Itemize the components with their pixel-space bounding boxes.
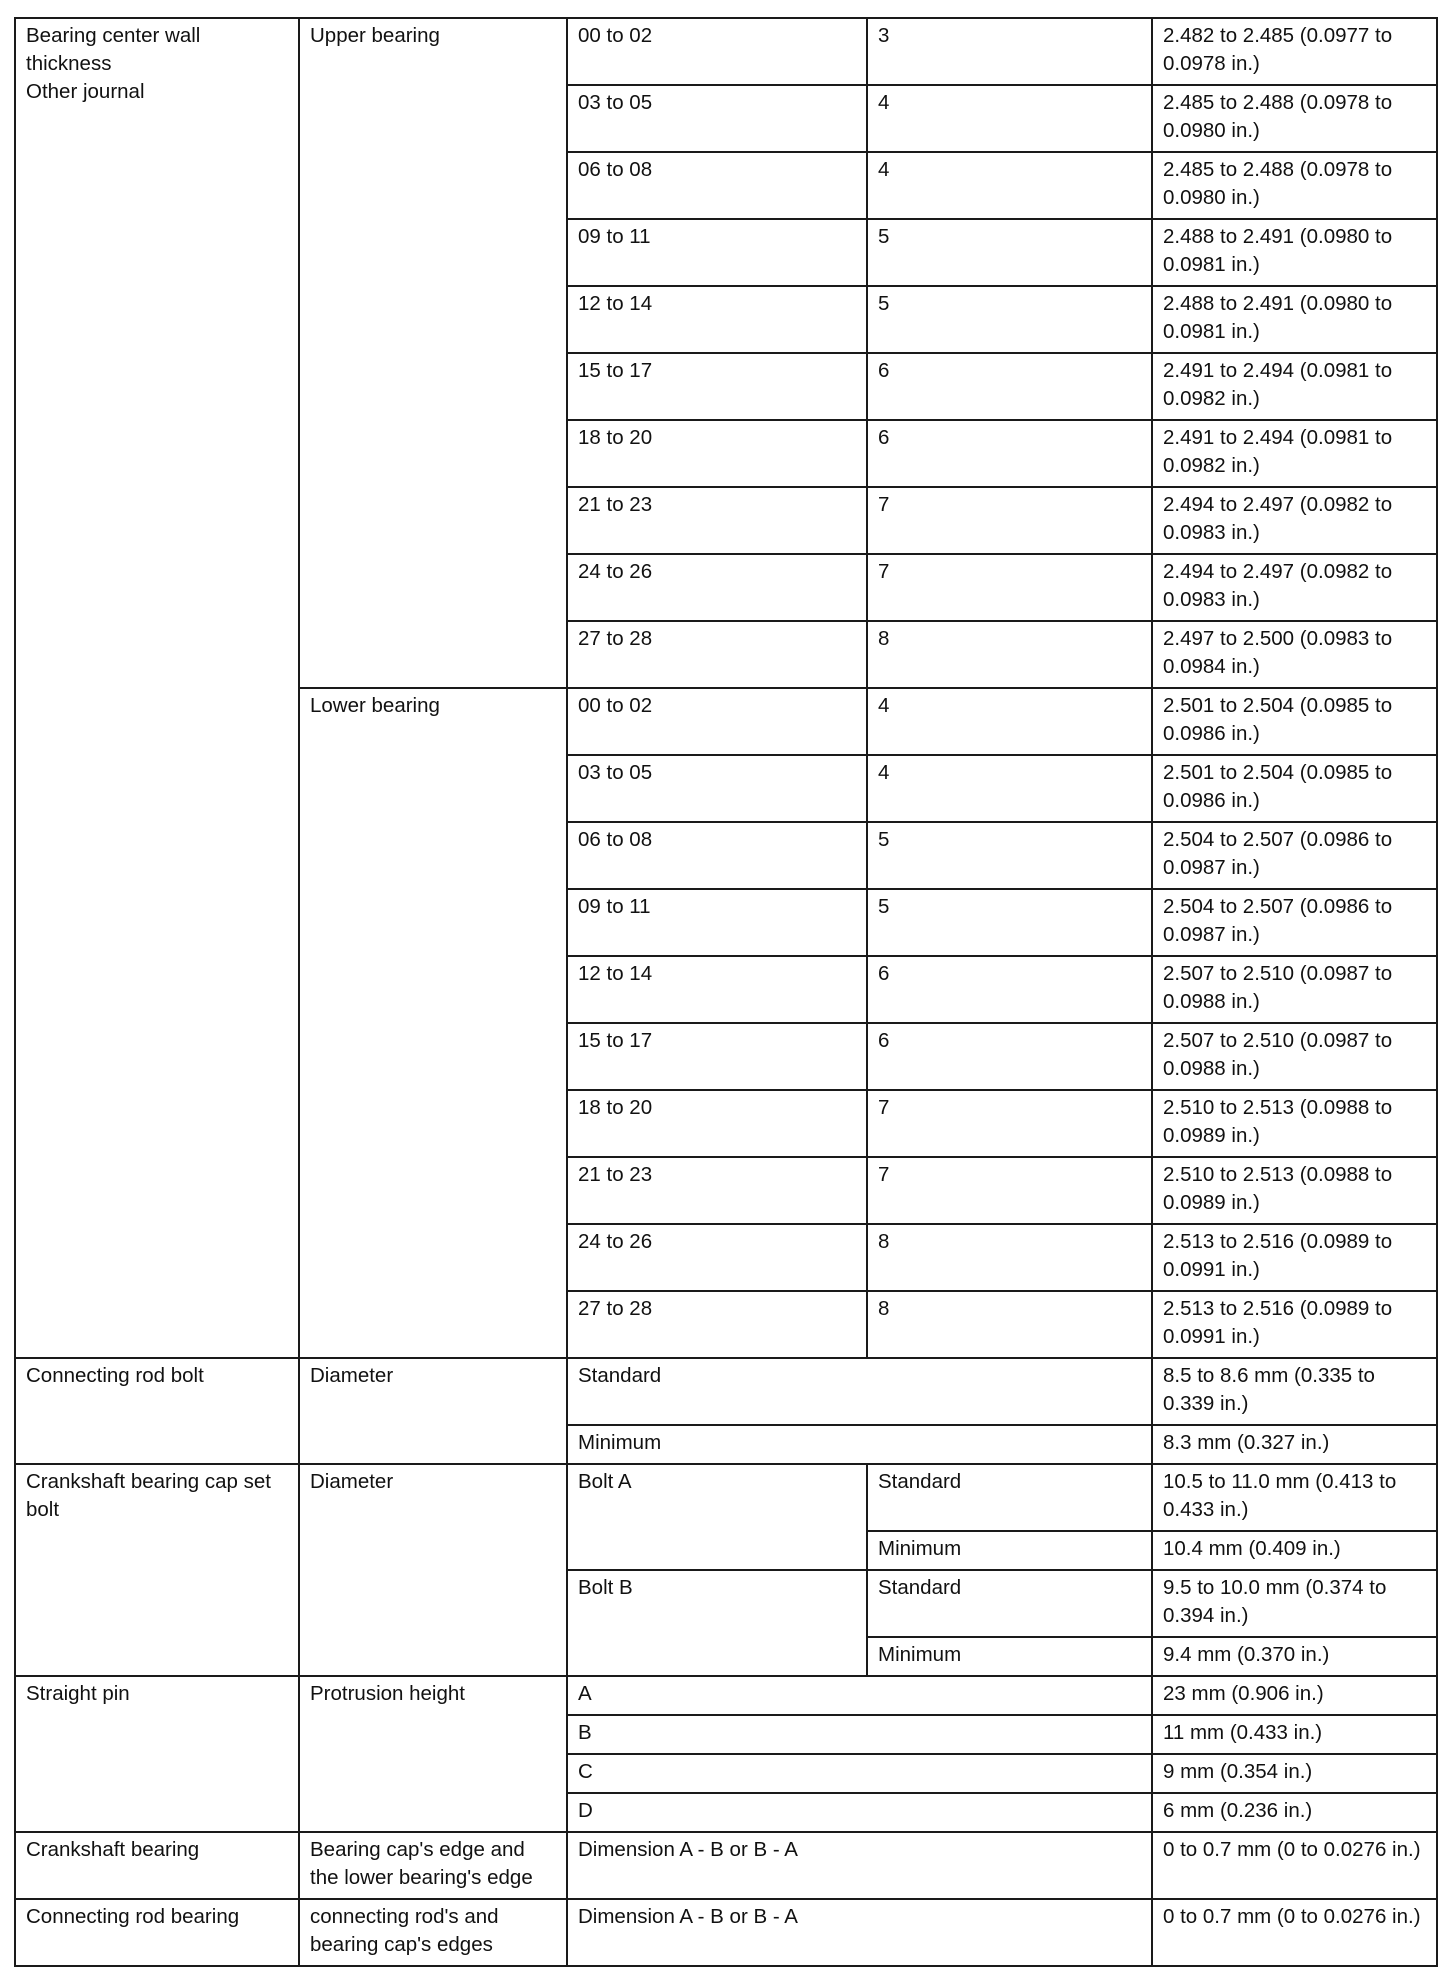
bolt-b-minimum-value: 9.4 mm (0.370 in.): [1152, 1637, 1437, 1676]
item-crankshaft-bearing: Crankshaft bearing: [15, 1832, 299, 1899]
thickness-value: 2.507 to 2.510 (0.0987 to 0.0988 in.): [1152, 956, 1437, 1023]
journal-range: 24 to 26: [567, 1224, 867, 1291]
bearing-grade: 5: [867, 822, 1152, 889]
crank-bearing-dimension: Dimension A - B or B - A: [567, 1832, 1152, 1899]
journal-range: 06 to 08: [567, 822, 867, 889]
journal-range: 00 to 02: [567, 18, 867, 85]
bearing-grade: 7: [867, 1157, 1152, 1224]
thickness-value: 2.491 to 2.494 (0.0981 to 0.0982 in.): [1152, 420, 1437, 487]
crank-bearing-value: 0 to 0.7 mm (0 to 0.0276 in.): [1152, 1832, 1437, 1899]
bearing-grade: 8: [867, 1224, 1152, 1291]
thickness-value: 2.510 to 2.513 (0.0988 to 0.0989 in.): [1152, 1157, 1437, 1224]
bearing-grade: 4: [867, 152, 1152, 219]
thickness-value: 2.497 to 2.500 (0.0983 to 0.0984 in.): [1152, 621, 1437, 688]
bearing-grade: 7: [867, 554, 1152, 621]
rod-bearing-param: connecting rod's and bearing cap's edges: [299, 1899, 567, 1966]
journal-range: 21 to 23: [567, 487, 867, 554]
journal-range: 18 to 20: [567, 1090, 867, 1157]
thickness-value: 2.485 to 2.488 (0.0978 to 0.0980 in.): [1152, 85, 1437, 152]
bolt-a-minimum-value: 10.4 mm (0.409 in.): [1152, 1531, 1437, 1570]
rod-bearing-value: 0 to 0.7 mm (0 to 0.0276 in.): [1152, 1899, 1437, 1966]
thickness-value: 2.488 to 2.491 (0.0980 to 0.0981 in.): [1152, 219, 1437, 286]
rod-bolt-standard-value: 8.5 to 8.6 mm (0.335 to 0.339 in.): [1152, 1358, 1437, 1425]
bearing-grade: 6: [867, 1023, 1152, 1090]
journal-range: 09 to 11: [567, 219, 867, 286]
pin-height-value: 9 mm (0.354 in.): [1152, 1754, 1437, 1793]
thickness-value: 2.510 to 2.513 (0.0988 to 0.0989 in.): [1152, 1090, 1437, 1157]
thickness-value: 2.504 to 2.507 (0.0986 to 0.0987 in.): [1152, 889, 1437, 956]
cap-bolt-param: Diameter: [299, 1464, 567, 1676]
thickness-value: 2.488 to 2.491 (0.0980 to 0.0981 in.): [1152, 286, 1437, 353]
rod-bolt-minimum-label: Minimum: [567, 1425, 1152, 1464]
bearing-grade: 7: [867, 1090, 1152, 1157]
thickness-value: 2.507 to 2.510 (0.0987 to 0.0988 in.): [1152, 1023, 1437, 1090]
item-cap-set-bolt: Crankshaft bearing cap set bolt: [15, 1464, 299, 1676]
pin-name: B: [567, 1715, 1152, 1754]
journal-range: 12 to 14: [567, 286, 867, 353]
pin-height-value: 11 mm (0.433 in.): [1152, 1715, 1437, 1754]
table-row: [15, 1464, 1437, 1531]
thickness-value: 2.494 to 2.497 (0.0982 to 0.0983 in.): [1152, 487, 1437, 554]
journal-range: 15 to 17: [567, 1023, 867, 1090]
thickness-value: 2.491 to 2.494 (0.0981 to 0.0982 in.): [1152, 353, 1437, 420]
table-row: [15, 18, 1437, 85]
rod-bearing-dimension: Dimension A - B or B - A: [567, 1899, 1152, 1966]
bolt-b-standard-value: 9.5 to 10.0 mm (0.374 to 0.394 in.): [1152, 1570, 1437, 1637]
pin-height-value: 6 mm (0.236 in.): [1152, 1793, 1437, 1832]
thickness-value: 2.482 to 2.485 (0.0977 to 0.0978 in.): [1152, 18, 1437, 85]
bolt-b-standard-label: Standard: [867, 1570, 1152, 1637]
journal-range: 27 to 28: [567, 621, 867, 688]
thickness-value: 2.485 to 2.488 (0.0978 to 0.0980 in.): [1152, 152, 1437, 219]
bearing-grade: 6: [867, 956, 1152, 1023]
thickness-value: 2.501 to 2.504 (0.0985 to 0.0986 in.): [1152, 688, 1437, 755]
rod-bolt-minimum-value: 8.3 mm (0.327 in.): [1152, 1425, 1437, 1464]
journal-range: 06 to 08: [567, 152, 867, 219]
bolt-b-label: Bolt B: [567, 1570, 867, 1676]
bolt-a-standard-label: Standard: [867, 1464, 1152, 1531]
thickness-value: 2.504 to 2.507 (0.0986 to 0.0987 in.): [1152, 822, 1437, 889]
pin-name: A: [567, 1676, 1152, 1715]
journal-range: 12 to 14: [567, 956, 867, 1023]
thickness-value: 2.513 to 2.516 (0.0989 to 0.0991 in.): [1152, 1291, 1437, 1358]
rod-bolt-param: Diameter: [299, 1358, 567, 1464]
bearing-grade: 7: [867, 487, 1152, 554]
bearing-grade: 8: [867, 1291, 1152, 1358]
bearing-grade: 3: [867, 18, 1152, 85]
bearing-grade: 4: [867, 755, 1152, 822]
rod-bolt-standard-label: Standard: [567, 1358, 1152, 1425]
pin-name: C: [567, 1754, 1152, 1793]
bolt-b-minimum-label: Minimum: [867, 1637, 1152, 1676]
bearing-grade: 5: [867, 219, 1152, 286]
bearing-grade: 6: [867, 353, 1152, 420]
lower-bearing-label: Lower bearing: [299, 688, 567, 1358]
journal-range: 18 to 20: [567, 420, 867, 487]
journal-range: 24 to 26: [567, 554, 867, 621]
upper-bearing-label: Upper bearing: [299, 18, 567, 688]
table-row: [15, 1358, 1437, 1425]
bearing-grade: 4: [867, 85, 1152, 152]
journal-range: 00 to 02: [567, 688, 867, 755]
journal-range: 09 to 11: [567, 889, 867, 956]
journal-range: 21 to 23: [567, 1157, 867, 1224]
thickness-value: 2.494 to 2.497 (0.0982 to 0.0983 in.): [1152, 554, 1437, 621]
table-row: [15, 1676, 1437, 1715]
straight-pin-param: Protrusion height: [299, 1676, 567, 1832]
bearing-grade: 5: [867, 286, 1152, 353]
journal-range: 03 to 05: [567, 755, 867, 822]
bolt-a-standard-value: 10.5 to 11.0 mm (0.413 to 0.433 in.): [1152, 1464, 1437, 1531]
item-straight-pin: Straight pin: [15, 1676, 299, 1832]
crank-bearing-param: Bearing cap's edge and the lower bearing's edge: [299, 1832, 567, 1899]
pin-height-value: 23 mm (0.906 in.): [1152, 1676, 1437, 1715]
thickness-value: 2.501 to 2.504 (0.0985 to 0.0986 in.): [1152, 755, 1437, 822]
table-row: [15, 1899, 1437, 1966]
bearing-grade: 4: [867, 688, 1152, 755]
bolt-a-label: Bolt A: [567, 1464, 867, 1570]
thickness-value: 2.513 to 2.516 (0.0989 to 0.0991 in.): [1152, 1224, 1437, 1291]
journal-range: 15 to 17: [567, 353, 867, 420]
item-bearing-wall-thickness: Bearing center wall thickness Other journal: [15, 18, 299, 1358]
journal-range: 27 to 28: [567, 1291, 867, 1358]
bearing-grade: 8: [867, 621, 1152, 688]
bearing-grade: 6: [867, 420, 1152, 487]
pin-name: D: [567, 1793, 1152, 1832]
item-connecting-rod-bolt: Connecting rod bolt: [15, 1358, 299, 1464]
journal-range: 03 to 05: [567, 85, 867, 152]
spec-table: [14, 17, 1438, 1967]
bolt-a-minimum-label: Minimum: [867, 1531, 1152, 1570]
spec-table-body: [15, 18, 1437, 1966]
item-connecting-rod-bearing: Connecting rod bearing: [15, 1899, 299, 1966]
table-row: [15, 1832, 1437, 1899]
bearing-grade: 5: [867, 889, 1152, 956]
